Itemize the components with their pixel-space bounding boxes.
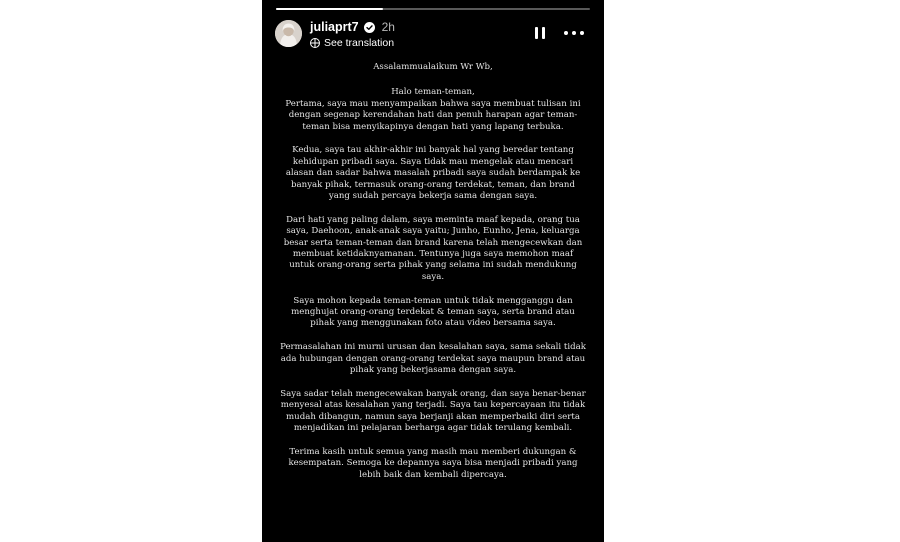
letter-paragraph: Saya sadar telah mengecewakan banyak orang, dan saya benar-benar menyesal atas kesalahan yang terjadi. Saya tau kepercayaan itu tidak mudah dibangun, namun saya berjanji akan memperbaiki diri serta menjadikan ini pelajaran berharga agar tidak terulang kembali.	[280, 388, 586, 434]
see-translation-label: See translation	[324, 37, 395, 49]
story-progress-bar	[276, 8, 590, 10]
letter-paragraph: Pertama, saya mau menyampaikan bahwa saya membuat tulisan ini dengan segenap kerendahan hati dan penuh harapan agar teman-teman bisa menyikapinya dengan hati yang lapang terbuka.	[285, 98, 581, 132]
letter-greeting: Halo teman-teman,	[391, 87, 475, 98]
more-options-button[interactable]	[564, 26, 584, 40]
letter-paragraph: Terima kasih untuk semua yang masih mau memberi dukungan & kesempatan. Semoga ke depannya saya bisa menjadi pribadi yang lebih baik dan kembali dipercaya.	[288, 446, 578, 480]
pause-icon	[535, 27, 538, 39]
see-translation-link[interactable]	[310, 36, 394, 50]
story-progress-fill	[276, 8, 383, 10]
story-header-user	[310, 19, 395, 35]
story-viewer[interactable]	[262, 0, 604, 542]
apology-letter	[280, 62, 586, 494]
username[interactable]: juliaprt7	[310, 20, 359, 34]
avatar-image	[275, 20, 302, 47]
letter-paragraph: Permasalahan ini murni urusan dan kesalahan saya, sama sekali tidak ada hubungan dengan orang-orang terdekat saya maupun brand atau pihak yang bekerjasama dengan saya.	[280, 342, 586, 376]
pause-button[interactable]	[533, 26, 547, 40]
avatar[interactable]	[275, 20, 302, 47]
letter-paragraph: Dari hati yang paling dalam, saya meminta maaf kepada, orang tua saya, Daehoon, anak-anak saya yaitu; Junho, Eunho, Jena, keluarga besar serta teman-teman dan brand karena telah mengecewkan dan membuat ketidaknyamanan. Tentunya juga saya memohon maaf untuk orang-orang serta pihak yang selama ini sudah mendukung saya.	[283, 214, 583, 282]
more-horizontal-icon	[564, 31, 568, 35]
letter-salam: Assalammualaikum Wr Wb,	[373, 62, 493, 72]
globe-icon	[310, 38, 320, 48]
letter-paragraph: Kedua, saya tau akhir-akhir ini banyak hal yang beredar tentang kehidupan pribadi saya. Saya tidak mau mengelak atau mencari alasan dan sadar bahwa masalah pribadi saya sudah berdampak ke banyak pihak, termasuk orang-orang terdekat, teman, dan brand yang sudah percaya bekerja sama dengan saya.	[285, 145, 581, 202]
verified-badge-icon	[364, 22, 375, 33]
letter-paragraph: Saya mohon kepada teman-teman untuk tidak mengganggu dan menghujat orang-orang terdekat & teman saya, serta brand atau pihak yang menggunakan foto atau video bersama saya.	[291, 295, 575, 329]
story-time: 2h	[381, 20, 395, 34]
